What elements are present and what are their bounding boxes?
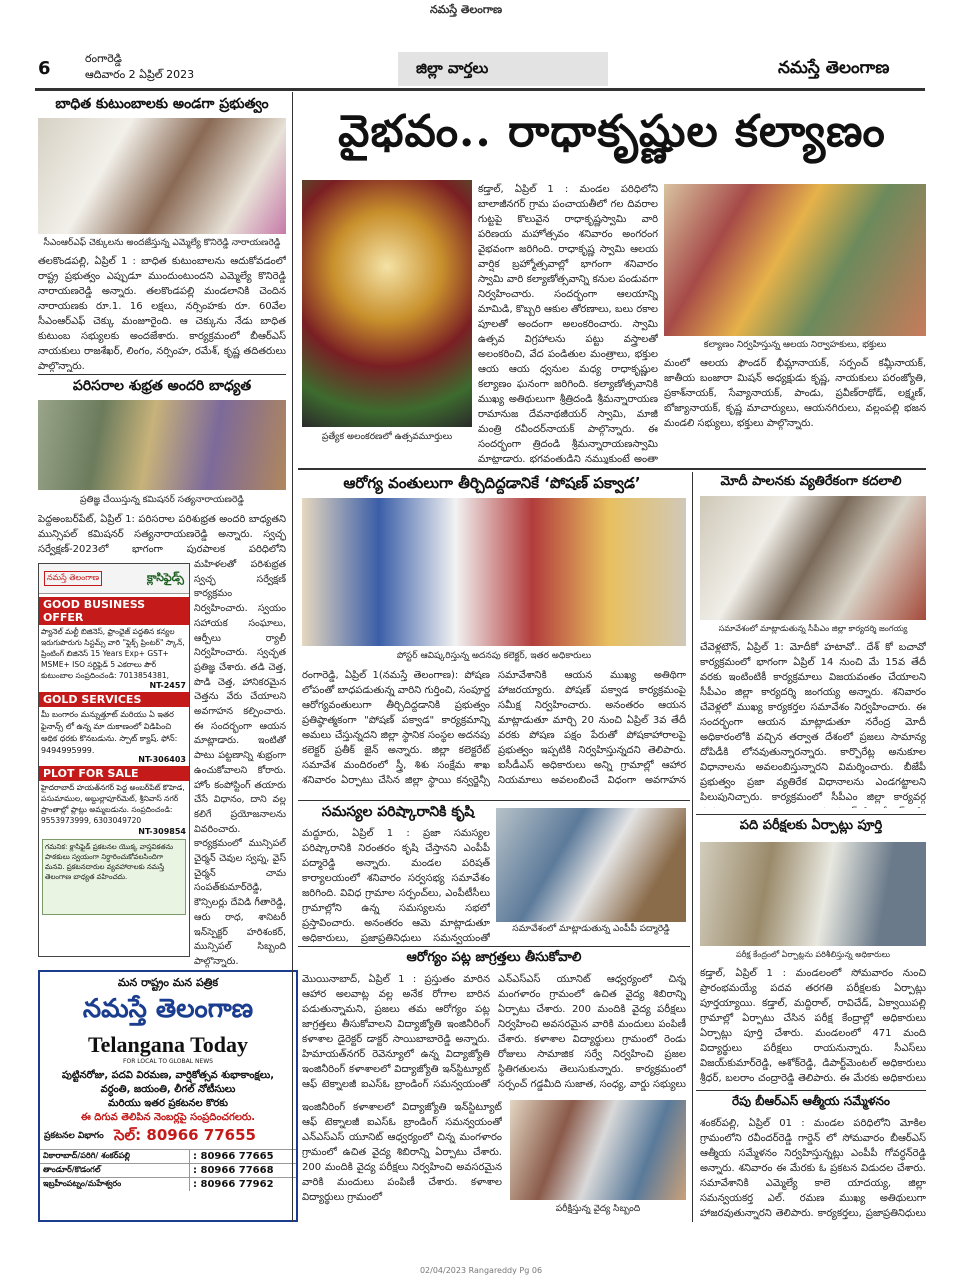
newspaper-ad bbox=[38, 970, 298, 1222]
good-business-bar: GOOD BUSINESS OFFER bbox=[39, 597, 189, 625]
column-divider bbox=[692, 472, 693, 1222]
main-body-col2: మంలో ఆలయ ఫౌండర్ భీమ్లానాయక్, సర్పంచ్ కమ్లీనాయక్, జాతీయ బంజారా మిషన్ అధ్యక్షుడు కృష్ణ, నాయకులు పరంజ్యోతి, ప్రకాశ్‌నాయక్, సేవ్యానాయక్, పాండు, ప్రవీణ్‌రాథోడ్, లక్ష్మణ్, బోజ్యానాయక్, కృష్ణ మాచార్యులు, ఆయనగిరులు, వల్లంపల్లి భజన మండలి సభ్యులు, భక్తులు పాల్గొన్నారు. bbox=[664, 358, 926, 429]
ad-contact-row bbox=[40, 1177, 296, 1191]
poshan-caption: పోస్టర్ ఆవిష్కరిస్తున్న అదనపు కలెక్టర్, ఇతర అధికారులు bbox=[396, 651, 592, 661]
ad-contact-number: : 80966 77668 bbox=[193, 1165, 274, 1176]
divider bbox=[38, 374, 286, 375]
divider bbox=[298, 800, 690, 801]
modi-headline: మోదీ పాలనకు వ్యతిరేకంగా కదలాలి bbox=[720, 474, 902, 489]
modi-body: చేవెళ్లటౌన్, ఏప్రిల్ 1: మోదీకో హటావో.. దేశ్ కో బచావో కార్యక్రమంలో భాగంగా ఏప్రిల్ 14 నుంచి మే 15వ తేదీ వరకు ఇంటింటికీ కార్యక్రమాలు విజయవంతం చేయాలని సీపీఎం జిల్లా కార్యదర్శి జంగయ్య అన్నారు. శనివారం చేవెళ్లలో ముఖ్య కార్యకర్తల సమావేశం నిర్వహించారు. ఈ సందర్భంగా ఆయన మాట్లాడుతూ నరేంద్ర మోదీ అధికారంలోకి వచ్చిన తర్వాత దేశంలో ప్రజలు సామాన్య దోపిడీకి లోనవుతున్నారన్నారు. కార్పొరేట్ల అనుకూల విధానాలను అవలంబిస్తున్నారని విమర్శించారు. బీజేపీ ప్రభుత్వం ప్రజా వ్యతిరేక విధానాలను ఎండగట్టాలని పిలుపునిచ్చారు. కార్యక్రమంలో సీపీఎం జిల్లా కార్యవర్గ bbox=[700, 642, 926, 803]
samasya-caption: సమావేశంలో మాట్లాడుతున్న ఎంపీపీ పద్మారెడ్డి bbox=[512, 924, 670, 934]
classifieds-header bbox=[39, 564, 189, 594]
plot-sale-body: హైదరాబాద్ హయత్‌నగర్ పెద్ద అంబర్‌పేట్ కొహెడ, పసుమాముల, అబ్దుల్లాపూర్‌మెట్, శ్రీనివాస్ నగర్ ప్రాంతాల్లో ప్లాట్లు అమ్మబడును. సంప్రదించండి: 9553973999, 6303049720 bbox=[41, 783, 185, 825]
exam-caption: పరీక్ష కేంద్రంలో ఏర్పాట్లను పరిశీలిస్తున్న అధికారులు bbox=[735, 950, 891, 959]
ad-contact-row bbox=[40, 1149, 296, 1163]
story1-caption: సీఎంఆర్‌ఎఫ్ చెక్కులను అందజేస్తున్న ఎమ్మెల్యే కొనిరెడ్డి నారాయణరెడ్డి bbox=[43, 238, 281, 248]
story1-body: తలకొండపల్లి, ఏప్రిల్ 1 : బాధిత కుటుంబాలను ఆదుకోవడంలో రాష్ట్ర ప్రభుత్వం ఎప్పుడూ ముందుంటుందని ఎమ్మెల్యే కొనిరెడ్డి నారాయణరెడ్డి అన్నారు. తలకొండపల్లి మండలానికి చెందిన నారాయణకు రూ.1. 16 లక్షలు, నర్సింహకు రూ. 60వేల సీఎంఆర్‌ఎఫ్ చెక్కు మంజూరైంది. ఆ చెక్కును నేడు బాధిత కుటుంబ సభ్యులకు అందజేశారు. కార్యక్రమంలో బీఆర్‌ఎస్ నాయకులు రాజశేఖర్, లింగం, నర్సింహ, రమేశ్, కృష్ణ తదితరులు పాల్గొన్నారు. bbox=[38, 256, 286, 372]
arogya-caption: పరీక్షిస్తున్న వైద్య సిబ్బంది bbox=[555, 1204, 641, 1214]
ad-line4: ఈ దిగువ తెలిపిన నెంబర్లపై సంప్రదించగలరు. bbox=[80, 1112, 256, 1123]
main-caption-deities: ప్రత్యేక అలంకరణలో ఉత్సవమూర్తులు bbox=[321, 432, 453, 442]
ad-line2: వర్ధంతి, జయంతి, లీగల్ నోటీసులు bbox=[100, 1084, 236, 1095]
page-footer: 02/04/2023 Rangareddy Pg 06 bbox=[419, 1266, 543, 1275]
main-body-col1: కడ్తాల్, ఏప్రిల్ 1 : మండల పరిధిలోని బాలాజీనగర్ గ్రామ పంచాయతీలో గల దివరాల గుట్టపై కొలువైన రాధాకృష్ణస్వామి వారి పరిణయ మహోత్సవం శనివారం అంగరంగ వైభవంగా జరిగింది. రాధాకృష్ణ స్వామి ఆలయ వార్షిక బ్రహ్మోత్సవాల్లో భాగంగా శనివారం స్వామి వారి కల్యాణోత్సవాన్ని కనుల పండువగా నిర్వహించారు. సందర్భంగా ఆలయాన్ని మామిడి, కొబ్బరి ఆకుల తోరణాలు, బలు రకాల పూలతో అందంగా అలంకరించారు. స్వామి ఉత్సవ విగ్రహాలను పట్టు వస్త్రాలతో అలంకరించి, వేద పండితుల మంత్రాలు, భక్తుల ఆయ ఆయ ధ్వనుల మధ్య రాధాకృష్ణుల కల్యాణం ఘనంగా జరిగింది. కల్యాణోత్సవానికి ముఖ్య అతిథులుగా శ్రీత్రిదండి శ్రీమన్నారాయణ రామానుజ దేవనాథజీయర్ స్వామి, మాజీ మంత్రి రవీందర్‌నాయక్ పాల్గొన్నారు. ఈ సందర్భంగా త్రిదండి శ్రీమన్నారాయణస్వామి మాట్లాడారు. భగవంతుడిని నమ్ముకుంటే అంతా bbox=[478, 184, 658, 464]
divider bbox=[696, 1090, 926, 1091]
top-title: నమస్తే తెలంగాణ bbox=[430, 3, 503, 16]
samasya-headline: సమస్యల పరిష్కారానికి కృషి bbox=[321, 804, 475, 820]
ad-logo-english: Telangana Today bbox=[88, 1032, 248, 1057]
paper-name: నమస్తే తెలంగాణ bbox=[778, 58, 890, 78]
ad-contact-number: : 80966 77962 bbox=[193, 1179, 274, 1190]
classifieds-logo: నమస్తే తెలంగాణ bbox=[44, 571, 102, 586]
poshan-body: రంగారెడ్డి, ఏప్రిల్ 1(నమస్తే తెలంగాణ): పోషణ లోపంతో బాధపడుతున్న వారిని గుర్తించి, సంపూర్ణ ఆరోగ్యవంతులుగా తీర్చిదిద్దడానికి ప్రభుత్వం ప్రతిష్ఠాత్మకంగా "పోషణ్ పక్వాడ" కార్యక్రమాన్ని అమలు చేస్తున్నదని జిల్లా స్థానిక సంస్థల అదనపు కలెక్టర్ ప్రతీక్ జైన్ అన్నారు. జిల్లా కలెక్టరేట్ సమావేశ మందిరంలో స్త్రీ, శిశు సంక్షేమ శాఖ శనివారం ఏర్పాటు చేసిన జిల్లా స్థాయి కన్వర్జెన్సీ సమావేశానికి ఆయన ముఖ్య అతిథిగా హాజరయ్యారు. పోషణ్ పక్వాడ కార్యక్రమంపై సమీక్ష నిర్వహించారు. అనంతరం ఆయన మాట్లాడుతూ మార్చి 20 నుంచి ఏప్రిల్ 3వ తేదీ వరకు పోషణ పక్షం పేరుతో పోషకాహారాలపై ప్రభుత్వం ఇప్పటికి నిర్వహిస్తున్నదని తెలిపారు. ఐసీడీఎస్ అధికారులు అన్ని గ్రామాల్లో ఆహార నియమాలు అవలంబించే విధంగా అవగాహన bbox=[302, 670, 686, 786]
story2-photo bbox=[38, 400, 286, 490]
modi-caption: సమావేశంలో మాట్లాడుతున్న సీపీఎం జిల్లా కార్యదర్శి జంగయ్య bbox=[718, 624, 908, 633]
ad-contact-row bbox=[40, 1163, 296, 1177]
gold-services-bar: GOLD SERVICES bbox=[39, 692, 189, 707]
story1-photo bbox=[38, 118, 286, 234]
ad-tagline: మన రాష్ట్రం మన పత్రిక bbox=[117, 976, 219, 989]
brs-headline: రేపు బీఆర్‌ఎస్ ఆత్మీయ సమ్మేళనం bbox=[732, 1094, 890, 1108]
ad-logo-telugu: నమస్తే తెలంగాణ bbox=[82, 994, 254, 1024]
ad-contact-number: : 80966 77665 bbox=[193, 1151, 274, 1162]
classifieds-notice: గమనిక: క్లాసిఫైడ్ ప్రకటనల యొక్క వాస్తవికతను పాఠకులు స్వయంగా నిర్ధారించుకోవలసిందిగా మనవి. ప్రకటనదారుల వ్యవహారాలకు నమస్తే తెలంగాణ బాధ్యత వహించదు. bbox=[42, 839, 186, 915]
story2-caption: ప్రతిజ్ఞ చేయిస్తున్న కమిషనర్ సత్యనారాయణరెడ్డి bbox=[80, 495, 244, 505]
classifieds-title: క్లాసిఫైడ్స్ bbox=[147, 570, 184, 584]
arogya-photo bbox=[510, 1100, 686, 1200]
story2-headline: పరిసరాల శుభ్రత అందరి బాధ్యత bbox=[72, 378, 252, 394]
plot-sale-bar: PLOT FOR SALE bbox=[39, 766, 189, 781]
exam-photo bbox=[700, 842, 926, 946]
exam-body: కడ్తాల్, ఏప్రిల్ 1 : మండలంలో సోమవారం నుంచి ప్రారంభమయ్యే పదవ తరగతి పరీక్షలకు ఏర్పాట్లు పూర్తయ్యాయి. కడ్తాల్, మద్దిరాల్, రావిచేడ్, ఏక్వాయిపల్లి గ్రామాల్లో ఏర్పాటు చేసిన పరీక్ష కేంద్రాల్లో అధికారులు ఏర్పాట్లు పూర్తి చేశారు. మండలంలో 471 మంది విద్యార్థులు పరీక్షలు రాయనున్నారు. సీఎస్‌లు విజయ్‌కుమార్‌రెడ్డి, ఆశోక్‌రెడ్డి, డిపార్ట్‌మెంటల్ అధికారులు శ్రీధర్, బలరాం చంద్రారెడ్డి తెలిపారు. ఈ మేరకు అధికారులు bbox=[700, 968, 926, 1084]
divider bbox=[298, 946, 690, 947]
plot-sale-code: NT-309854 bbox=[138, 827, 186, 836]
page-number: 6 bbox=[38, 58, 51, 79]
arogya-body: మొయినాబాద్, ఏప్రిల్ 1 : ప్రస్తుతం మారిన ఆహార అలవాట్ల వల్ల అనేక రోగాల బారిన పడుతున్నామని, ప్రజలు తమ ఆరోగ్యం పట్ల జాగ్రత్తలు తీసుకోవాలని విద్యాజ్యోతి ఇంజినీరింగ్ కళాశాల డైరెక్టర్ డాక్టర్ సాయిబాబారెడ్డి అన్నారు. హిమాయత్‌నగర్ రెవెన్యూలో ఉన్న విద్యాజ్యోతి ఇంజినీరింగ్ కళాశాలలో విద్యాజ్యోతి ఇన్‌స్టిట్యూట్ ఆఫ్ టెక్నాలజీ ఐఎస్ఓ బ్రాండింగ్ సమన్వయంతో ఎన్ఎస్ఎస్ యూనిట్ ఆధ్వర్యంలో చిన్న మంగళారం గ్రామంలో ఉచిత వైద్య శిబిరాన్ని ఏర్పాటు చేశారు. 200 మందికి వైద్య పరీక్షలు నిర్వహించి అవసరమైన వారికి మందులు పంపిణీ చేశారు. కళాశాల విద్యార్థులు గ్రామంలో రెండు రోజులు సామాజిక సర్వే నిర్వహించి ప్రజల స్థితిగతులను తెలుసుకున్నారు. కార్యక్రమంలో సర్పంచ్ గడ్డమీది సుజాత, సంధ్య, వార్డు సభ్యులు bbox=[302, 974, 686, 1090]
gold-services-code: NT-306403 bbox=[138, 755, 186, 764]
arogya-headline: ఆరోగ్యం పట్ల జాగ్రత్తలు తీసుకోవాలి bbox=[406, 950, 582, 965]
exam-headline: పది పరీక్షలకు ఏర్పాట్లు పూర్తి bbox=[739, 818, 883, 833]
ad-cell-row bbox=[40, 1125, 296, 1149]
column-divider bbox=[292, 92, 293, 1222]
modi-photo bbox=[700, 496, 926, 620]
good-business-code: NT-2457 bbox=[149, 681, 186, 690]
main-caption-ceremony: కల్యాణం నిర్వహిస్తున్న ఆలయ నిర్వాహకులు, భక్తులు bbox=[703, 340, 887, 350]
story2-body-top: పెద్దఅంబర్‌పేట్, ఏప్రిల్ 1: పరిసరాల పరిశుభ్రత అందరి బాధ్యతని మున్సిపల్ కమిషనర్ సత్యనారాయణరెడ్డి అన్నారు. స్వచ్ఛ సర్వేక్షణ్-2023లో భాగంగా పురపాలక పరిధిలోని bbox=[38, 514, 286, 555]
ad-cell-label: ప్రకటనల విభాగం bbox=[44, 1131, 104, 1141]
issue-date: ఆదివారం 2 ఏప్రిల్ 2023 bbox=[85, 68, 195, 81]
main-photo-deities bbox=[302, 180, 472, 427]
ad-contact-place: వికారాబాద్/పరిగి/ శంకర్‌పల్లి bbox=[40, 1150, 190, 1163]
ad-cell-number: సెల్: 80966 77655 bbox=[114, 1126, 256, 1144]
good-business-body: ప్యానెల్ మల్టీ బిజినెస్, ఫ్రాంఛైజ్ పద్దతిన కన్యల ఇరుగుపొరుగు సిస్టమ్స్ వారి "ఫ్లెక్స్ ప్రింటర్" స్కాన్, ప్రింటింగ్ బిజినెస్ 15 Years Exp+ GST+ MSME+ ISO సర్టిఫైడ్ 5 ఎకరాలు పౌర్ కుటుంబాల సంప్రదించండి: 7013854381, bbox=[41, 627, 185, 680]
divider bbox=[298, 468, 926, 470]
story2-body-side: మహిళలతో పరిశుభ్రత స్వచ్ఛ సర్వేక్షణ్ కార్యక్రమం నిర్వహించారు. స్వయం సహాయక సంఘాలు, ఆర్పీలు ర్యాలీ నిర్వహించారు. స్వచ్ఛత ప్రతిజ్ఞ చేశారు. తడి చెత్త, పొడి చెత్త, హానికరమైన చెత్తను వేరు చేయాలని అవగాహన కల్పించారు. ఈ సందర్భంగా ఆయన మాట్లాడారు. ఇంటితో పాటు పట్టణాన్ని శుభ్రంగా ఉంచుకోవాలని కోరారు. హోం కంపోస్టింగ్ తయారు చేసే విధానం, దాని వల్ల కలిగే ప్రయోజనాలను వివరించారు. కార్యక్రమంలో మున్సిపల్ చైర్మన్ చెవుల స్వప్న, వైస్ చైర్మన్ చామ సంపత్‌కుమార్‌రెడ్డి, కౌన్సిలర్లు దేవిడి గీతారెడ్డి, ఆరు రాధ, శానిటరీ ఇన్‌స్పెక్టర్ హరిశంకర్, మున్సిపల్ సిబ్బంది పాల్గొన్నారు. bbox=[194, 559, 286, 967]
section-label: జిల్లా వార్తలు bbox=[398, 52, 608, 86]
arogya-body-col1-cont: ఇంజినీరింగ్ కళాశాలలో విద్యాజ్యోతి ఇన్‌స్టిట్యూట్ ఆఫ్ టెక్నాలజీ ఐఎస్ఓ బ్రాండింగ్ సమన్వయంతో ఎన్ఎస్ఎస్ యూనిట్ ఆధ్వర్యంలో చిన్న మంగళారం గ్రామంలో ఉచిత వైద్య శిబిరాన్ని ఏర్పాటు చేశారు. 200 మందికి వైద్య పరీక్షలు నిర్వహించి అవసరమైన వారికి మందులు పంపిణీ చేశారు. కళాశాల విద్యార్థులు గ్రామంలో bbox=[302, 1102, 502, 1203]
gold-services-body: మీ బంగారం మన్నుత్తూట్ మరియు ఏ ఇతర ఫైనాన్స్ లో ఉన్న మా దుకాణంలో విడిపించి అధిక ధరకు కొనబడును. స్పాట్ క్యాష్. ఫోన్: 9494995999. bbox=[41, 710, 178, 755]
ad-contact-place: ఇబ్రహీంపట్నం/మహేశ్వరం bbox=[40, 1178, 190, 1191]
classifieds-box bbox=[38, 563, 190, 957]
district-name: రంగారెడ్డి bbox=[85, 52, 122, 65]
main-photo-ceremony bbox=[664, 184, 926, 336]
story1-headline: బాధిత కుటుంబాలకు అండగా ప్రభుత్వం bbox=[55, 96, 269, 112]
ad-contact-place: తాండూర్/కొడంగల్ bbox=[40, 1164, 190, 1177]
poshan-headline: ఆరోగ్య వంతులుగా తీర్చిదిద్దడానికే ‘పోషణ్ పక్వాడ’ bbox=[343, 474, 641, 492]
brs-body: శంకర్‌పల్లి, ఏప్రిల్ 01 : మండల పరిధిలోని మోకిల గ్రామంలోని రవీందర్‌రెడ్డి గార్డెన్ లో సోమవారం బీఆర్‌ఎస్ ఆత్మీయ సమ్మేళనం నిర్వహిస్తున్నట్లు ఎంపీపీ గోవర్ధన్‌రెడ్డి అన్నారు. శనివారం ఈ మేరకు ఓ ప్రకటన విడుదల చేశారు. సమావేశానికి ఎమ్మెల్యే కాలె యాదయ్య, జిల్లా సమన్వయకర్త ఎల్. రమణ ముఖ్య అతిథులుగా హాజరవుతున్నారని తెలిపారు. కార్యకర్తలు, ప్రజాప్రతినిధులు bbox=[700, 1118, 926, 1219]
ad-logo-sub: FOR LOCAL TO GLOBAL NEWS bbox=[123, 1058, 213, 1065]
ad-line3: మరియు ఇతర ప్రకటనల కొరకు bbox=[108, 1098, 228, 1109]
poshan-photo bbox=[302, 498, 686, 646]
ad-line1: పుట్టినరోజు, పదవి విరమణ, వార్షికోత్సవ శుభాకాంక్షలు, bbox=[61, 1070, 275, 1081]
samasya-body: మద్దూరు, ఏప్రిల్ 1 : ప్రజా సమస్యల పరిష్కారానికి నిరంతరం కృషి చేస్తానని ఎంపీపీ పద్మారెడ్డి అన్నారు. మండల పరిషత్ కార్యాలయంలో శనివారం సర్వసభ్య సమావేశం జరిగింది. వివిధ గ్రామాల సర్పంచ్‌లు, ఎంపీటీసీలు గ్రామాల్లోని ఉన్న సమస్యలను సభలో ప్రస్తావించారు. అనంతరం ఆమె మాట్లాడుతూ అధికారులు, ప్రజాప్రతినిధులు సమన్వయంతో bbox=[302, 828, 490, 944]
header-rule bbox=[35, 88, 925, 91]
divider bbox=[696, 814, 926, 815]
samasya-photo bbox=[496, 808, 686, 922]
main-headline: వైభవం.. రాధాకృష్ణుల కల్యాణం bbox=[338, 106, 886, 157]
